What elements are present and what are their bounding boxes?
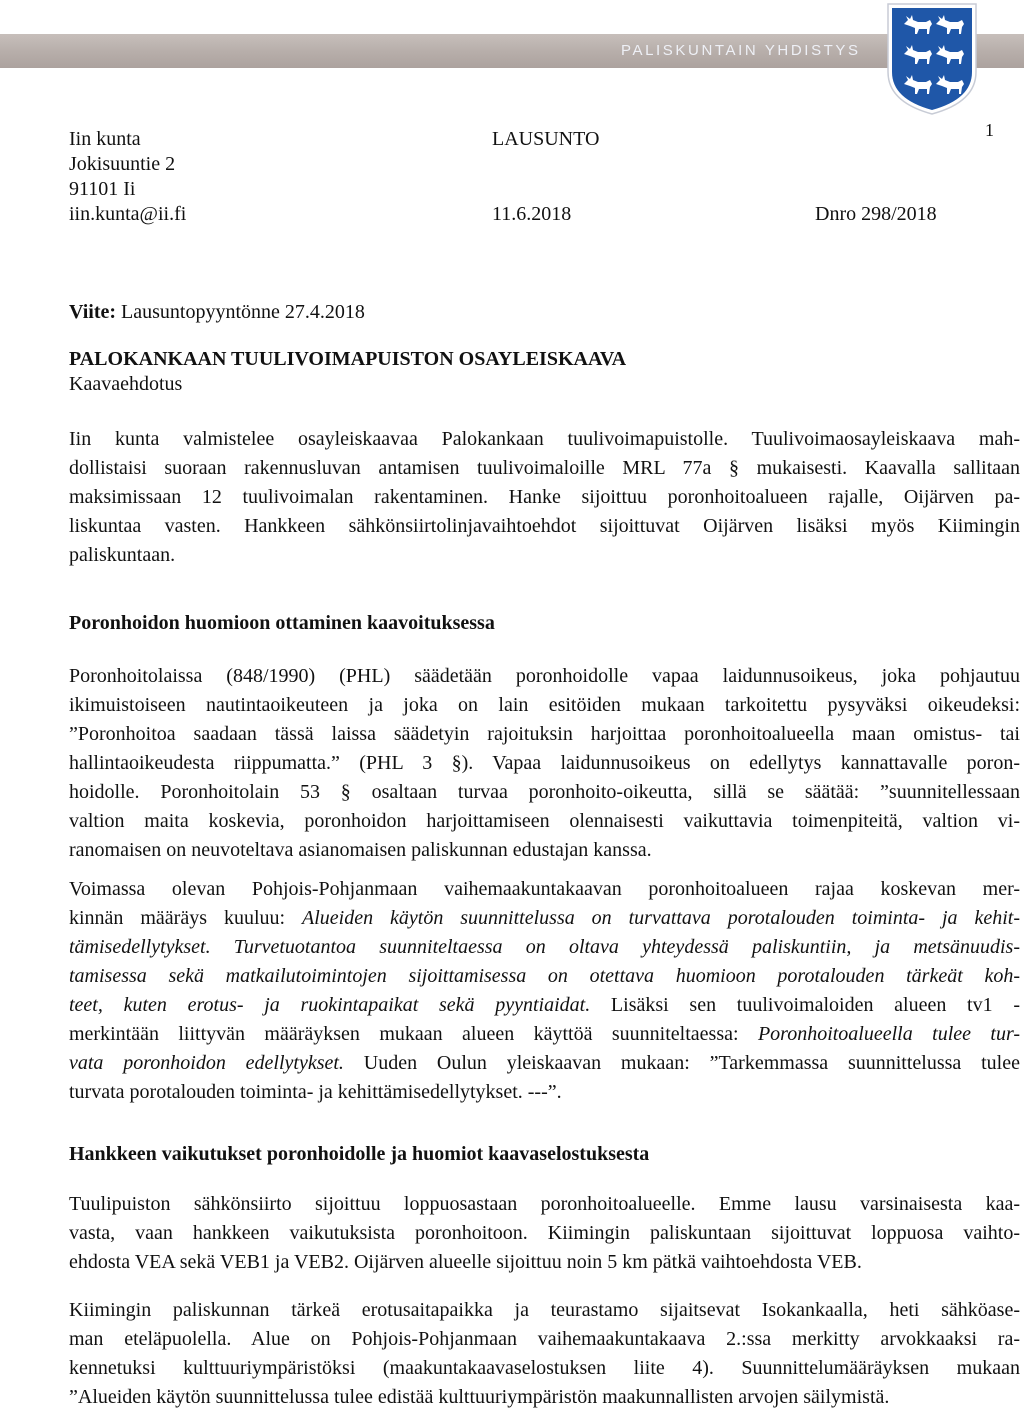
section2-paragraph-1	[69, 1190, 1020, 1277]
paragraph-line: ”Alueiden käytön suunnittelussa tulee edistää kulttuuriympäristön maakunnallisten arvojen säilymistä.	[69, 1386, 890, 1408]
paragraph-line: dollistaisi suoraan rakennusluvan antamisen tuulivoimaloille MRL 77a § mukaisesti. Kaavalla sallitaan	[69, 457, 1020, 479]
quoted-regulation: vata poronhoidon edellytykset.	[69, 1052, 344, 1074]
paragraph-line: turvata porotalouden toiminta- ja kehittämisedellytykset. ---”.	[69, 1081, 562, 1103]
record-number: Dnro 298/2018	[815, 203, 937, 225]
paragraph-line: ranomaisen on neuvoteltava asianomaisen paliskunnan edustajan kanssa.	[69, 839, 652, 861]
paragraph-line	[69, 1049, 1020, 1078]
paragraph-line: hoidolle. Poronhoitolain 53 § osaltaan turvaa poronhoito-oikeutta, sillä se säätää: ”suunnitellessaan	[69, 781, 1020, 803]
recipient-postal: 91101 Ii	[69, 178, 136, 200]
paragraph-line	[69, 904, 1020, 933]
paragraph-line: Kiimingin paliskunnan tärkeä erotusaitapaikka ja teurastamo sijaitsevat Isokankaalla, heti sähköase-	[69, 1299, 1020, 1321]
intro-paragraph	[69, 425, 1020, 570]
paragraph-line: Iin kunta valmistelee osayleiskaavaa Palokankaan tuulivoimapuistolle. Tuulivoimaosayleiskaava mah-	[69, 428, 1020, 450]
line-text: Lisäksi sen tuulivoimaloiden alueen tv1 -	[590, 994, 1020, 1016]
recipient-name: Iin kunta	[69, 128, 141, 150]
subject-subtitle: Kaavaehdotus	[69, 373, 183, 395]
quoted-regulation: tämisedellytykset. Turvetuotantoa suunniteltaessa on oltava yhteydessä paliskuntiin, ja metsänuudis-	[69, 936, 1020, 958]
paragraph-line	[69, 1020, 1020, 1049]
line-text: merkintään liittyvän määräyksen mukaan alueen käyttöä suunniteltaessa:	[69, 1023, 758, 1045]
quoted-regulation: Alueiden käytön suunnittelussa on turvattava porotalouden toiminta- ja kehit-	[302, 907, 1020, 929]
subject-title: PALOKANKAAN TUULIVOIMAPUISTON OSAYLEISKAAVA	[69, 348, 627, 370]
quoted-regulation: Poronhoitoalueella tulee tur-	[757, 1023, 1020, 1045]
reference-label: Viite:	[69, 301, 117, 323]
paragraph-line	[69, 991, 1020, 1020]
recipient-email: iin.kunta@ii.fi	[69, 203, 187, 225]
paragraph-line: liskuntaa vasten. Hankkeen sähkönsiirtolinjavaihtoehdot sijoittuvat Oijärven lisäksi myös Kiimingin	[69, 515, 1020, 537]
paragraph-line: kennetuksi kulttuuriympäristöksi (maakuntakaavaselostuksen liite 4). Suunnittelumääräyksen mukaan	[69, 1357, 1020, 1379]
line-text: Uuden Oulun yleiskaavan mukaan: ”Tarkemmassa suunnittelussa tulee	[343, 1052, 1020, 1074]
document-type: LAUSUNTO	[492, 128, 600, 150]
paragraph-line: Tuulipuiston sähkönsiirto sijoittuu loppuosastaan poronhoitoalueelle. Emme lausu varsinaisesta kaa-	[69, 1193, 1020, 1215]
paragraph-line: paliskuntaan.	[69, 544, 176, 566]
section2-paragraph-2	[69, 1296, 1020, 1412]
paragraph-line: hallintaoikeudesta riippumatta.” (PHL 3 §). Vapaa laidunnusoikeus on edellytys kannattavalle poron-	[69, 752, 1020, 774]
line-text: kinnän määräys kuuluu:	[69, 907, 302, 929]
paragraph-line: man eteläpuolella. Alue on Pohjois-Pohjanmaan vaihemaakuntakaava 2.:ssa merkitty arvokkaaksi ra-	[69, 1328, 1020, 1350]
recipient-street: Jokisuuntie 2	[69, 153, 176, 175]
paragraph-line: maksimissaan 12 tuulivoimalan rakentaminen. Hanke sijoittuu poronhoitoalueen rajalle, Oijärven pa-	[69, 486, 1020, 508]
paragraph-line: Poronhoitolaissa (848/1990) (PHL) säädetään poronhoidolle vapaa laidunnusoikeus, joka pohjautuu	[69, 665, 1020, 687]
paragraph-line: ”Poronhoitoa saadaan tässä laissa säädetyin rajoituksin harjoittaa poronhoitoalueella maan omistus- tai	[69, 723, 1020, 745]
paragraph-line: vasta, vaan hankkeen vaikutuksista poronhoitoon. Kiimingin paliskuntaan sijoittuvat loppuosa vaihto-	[69, 1222, 1020, 1244]
reference-value: Lausuntopyyntönne 27.4.2018	[121, 301, 365, 323]
paragraph-line: ehdosta VEA sekä VEB1 ja VEB2. Oijärven alueelle sijoittuu noin 5 km pätkä vaihtoehdosta VEB.	[69, 1251, 862, 1273]
paragraph-line: ikimuistoiseen nautintaoikeuteen ja joka on lain esitöiden mukaan tarkoitettu pysyväksi oikeudeksi:	[69, 694, 1020, 716]
paragraph-line: valtion maita koskevia, poronhoidon harjoittamiseen olennaisesti vaikuttavia toimenpiteitä, valtion vi-	[69, 810, 1020, 832]
paragraph-line: Voimassa olevan Pohjois-Pohjanmaan vaihemaakuntakaavan poronhoitoalueen rajaa koskevan mer-	[69, 878, 1020, 900]
organization-name: PALISKUNTAIN YHDISTYS	[621, 42, 861, 59]
paragraph-line	[69, 933, 1020, 962]
paragraph-line	[69, 962, 1020, 991]
reference-line	[69, 300, 365, 324]
section1-paragraph-2	[69, 875, 1020, 1107]
quoted-regulation: tamisessa sekä matkailutoimintojen sijoittamisessa on otettava huomioon porotalouden tärkeät koh-	[69, 965, 1020, 987]
letterhead-banner	[0, 34, 1024, 68]
document-date: 11.6.2018	[492, 203, 572, 225]
section1-paragraph-1	[69, 662, 1020, 865]
quoted-regulation: teet, kuten erotus- ja ruokintapaikat sekä pyyntiaidat.	[69, 994, 591, 1016]
page-number: 1	[985, 120, 994, 140]
section-heading: Hankkeen vaikutukset poronhoidolle ja huomiot kaavaselostuksesta	[69, 1143, 650, 1165]
section-heading: Poronhoidon huomioon ottaminen kaavoituksessa	[69, 612, 495, 634]
coat-of-arms-reindeer-icon	[884, 2, 980, 116]
